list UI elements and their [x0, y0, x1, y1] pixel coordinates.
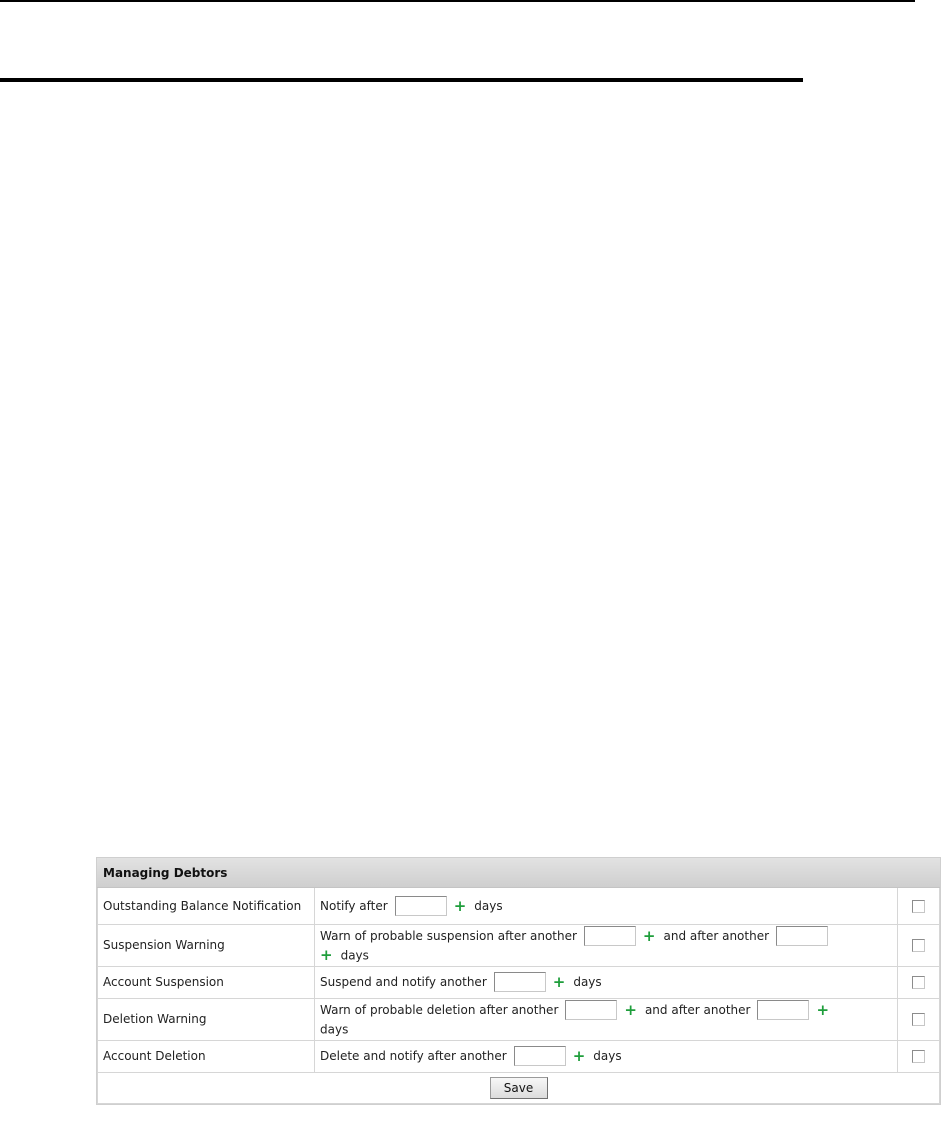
row-label: Suspension Warning	[98, 924, 315, 966]
row-label: Outstanding Balance Notification	[98, 888, 315, 924]
panel-title: Managing Debtors	[97, 858, 940, 888]
row-text: and after another	[663, 928, 770, 943]
table-row	[98, 1072, 940, 1103]
table-row	[98, 998, 940, 1040]
row-text: Delete and notify after another	[320, 1049, 507, 1063]
plus-icon[interactable]: +	[320, 946, 333, 965]
table-row	[98, 924, 940, 966]
row-checkbox-cell	[898, 966, 940, 998]
row-settings	[315, 966, 898, 998]
row-text: Notify after	[320, 898, 388, 913]
row-text: Warn of probable deletion after another	[320, 1002, 559, 1017]
row-label: Deletion Warning	[98, 998, 315, 1040]
suspension-warning-days-input[interactable]	[584, 926, 636, 946]
managing-debtors-panel	[96, 857, 941, 1105]
row-settings	[315, 888, 898, 924]
table-row	[98, 1040, 940, 1072]
save-button[interactable]: Save	[490, 1077, 548, 1099]
row-text: and after another	[644, 1002, 751, 1017]
plus-icon[interactable]: +	[552, 973, 566, 991]
deletion-warning-days-input[interactable]	[565, 1000, 617, 1020]
plus-icon[interactable]: +	[642, 926, 656, 945]
plus-icon[interactable]: +	[624, 1000, 637, 1019]
row-settings	[315, 1040, 898, 1072]
row-settings	[315, 998, 898, 1040]
row-text: Suspend and notify another	[320, 975, 487, 989]
debtor-settings-table	[97, 888, 940, 1104]
enable-checkbox[interactable]	[912, 1013, 925, 1026]
plus-icon[interactable]: +	[572, 1047, 586, 1065]
days-label: days	[340, 948, 369, 963]
deletion-warning-second-days-input[interactable]	[757, 1000, 809, 1020]
notify-after-days-input[interactable]	[395, 896, 447, 916]
row-checkbox-cell	[898, 888, 940, 924]
days-label: days	[593, 1049, 622, 1063]
row-checkbox-cell	[898, 1040, 940, 1072]
row-settings	[315, 924, 898, 966]
days-label: days	[474, 898, 503, 913]
row-text: Warn of probable suspension after another	[320, 928, 577, 943]
row-label: Account Suspension	[98, 966, 315, 998]
row-checkbox-cell	[898, 998, 940, 1040]
page-title-underline	[0, 78, 803, 82]
days-label: days	[320, 1022, 349, 1037]
row-checkbox-cell	[898, 924, 940, 966]
table-row	[98, 966, 940, 998]
enable-checkbox[interactable]	[912, 939, 925, 952]
save-row	[98, 1072, 940, 1103]
enable-checkbox[interactable]	[912, 900, 925, 913]
plus-icon[interactable]: +	[453, 896, 467, 915]
row-label: Account Deletion	[98, 1040, 315, 1072]
enable-checkbox[interactable]	[912, 976, 925, 989]
days-label: days	[573, 975, 602, 989]
delete-days-input[interactable]	[514, 1046, 566, 1066]
enable-checkbox[interactable]	[912, 1050, 925, 1063]
top-divider	[0, 0, 915, 2]
table-row	[98, 888, 940, 924]
suspend-days-input[interactable]	[494, 972, 546, 992]
suspension-warning-second-days-input[interactable]	[776, 926, 828, 946]
plus-icon[interactable]: +	[816, 1000, 830, 1019]
